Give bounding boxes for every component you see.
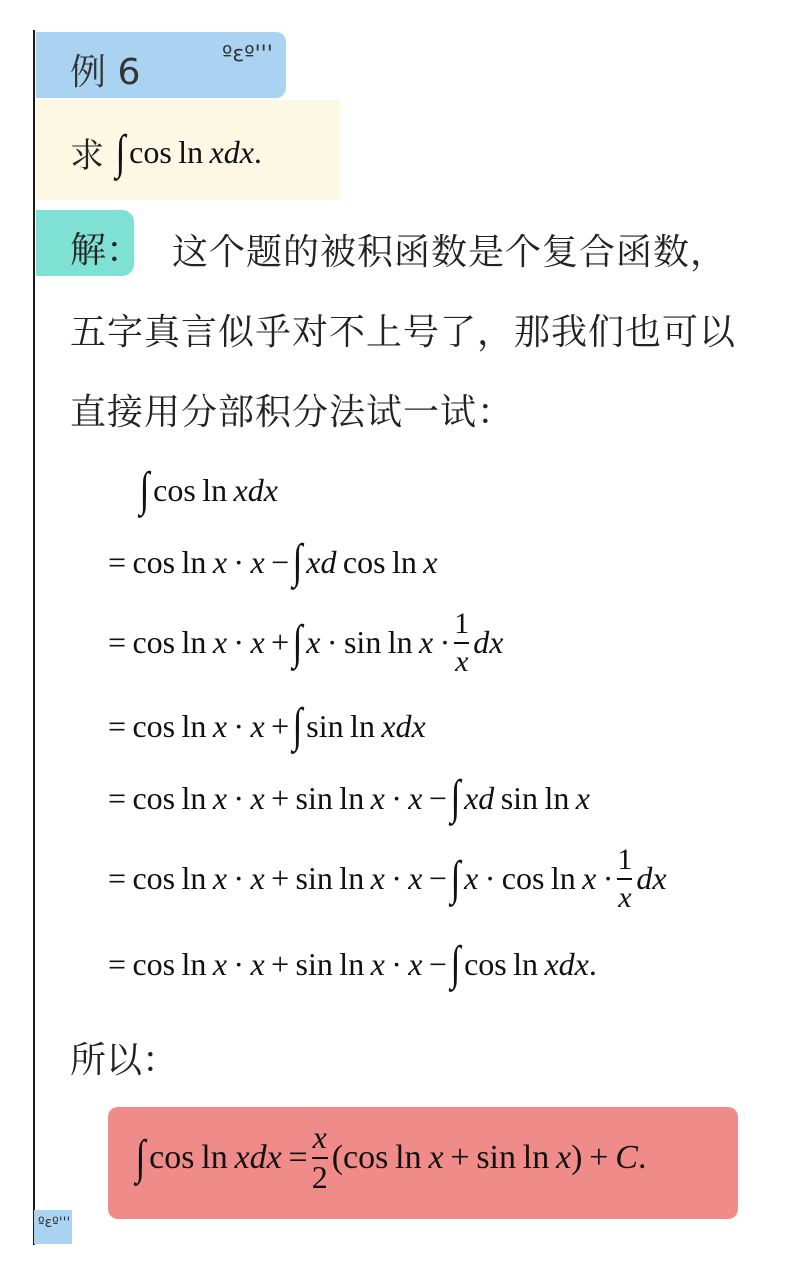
problem-box [36,100,340,200]
example-title: 例 6 [70,52,141,93]
footer-badge [34,1210,72,1244]
problem-formula: ∫ cos ln xdx . [115,125,262,179]
solution-line-1: 这个题的被积函数是个复合函数， [172,232,728,273]
face-emoticon-icon: ºεº''' [38,1215,71,1231]
derivation-step-2: = cos ln x · x + ∫ x · sin ln x · $\frac{1}{x}$ dx [108,607,504,678]
left-margin-rule [33,30,35,1245]
solution-line-2: 五字真言似乎对不上号了，那我们也可以 [70,312,737,353]
derivation-step-4: = cos ln x · x + sin ln x · x − ∫ xd sin ln x [108,771,590,824]
derivation-step-6: = cos ln x · x + sin ln x · x − ∫ cos ln xdx . [108,937,597,990]
solution-tag [36,210,143,276]
example-header-tab [36,32,286,98]
final-answer-formula: ∫ cos ln xdx = $\frac{x}{2}$ (cos ln x + sin ln x ) + C . [135,1119,647,1195]
derivation-step-5: = cos ln x · x + sin ln x · x − ∫ x · cos ln x · $\frac{1}{x}$ dx [108,843,667,914]
solution-label: 解： [70,230,143,271]
conclusion-label: 所以： [70,1040,179,1081]
face-emoticon-icon: ºεº''' [222,42,273,67]
answer-box [108,1107,738,1219]
derivation-step-3: = cos ln x · x + ∫ sin ln xdx [108,699,426,752]
problem-prefix: 求 [70,136,104,176]
problem-statement [70,125,262,179]
derivation-step-1: = cos ln x · x − ∫ xd cos ln x [108,535,438,588]
solution-line-3: 直接用分部积分法试一试： [70,392,515,433]
derivation-step-0: ∫ cos ln xdx [139,463,278,516]
